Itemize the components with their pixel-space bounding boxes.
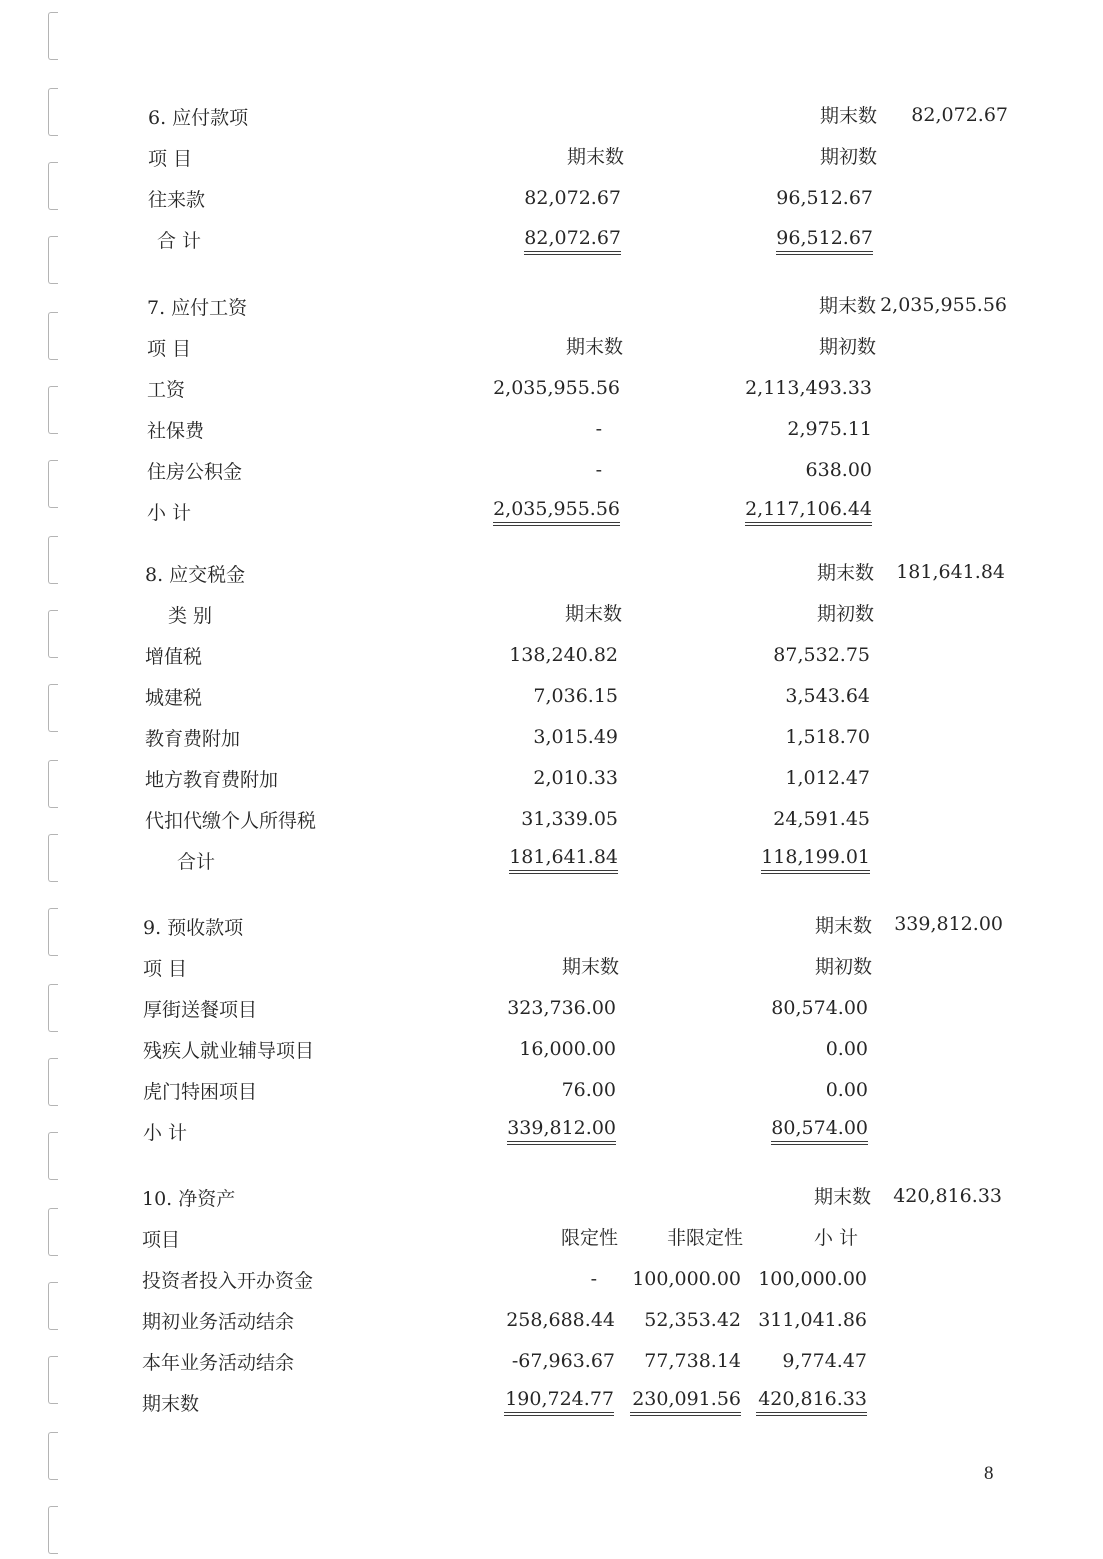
column-header-category: 类 别 <box>168 605 213 627</box>
row-label: 残疾人就业辅导项目 <box>143 1040 315 1062</box>
binding-ring <box>48 1506 58 1554</box>
row-subtotal-value: 9,774.47 <box>782 1350 867 1372</box>
row-unrestricted-value: 52,353.42 <box>644 1309 741 1331</box>
period-value: 82,072.67 <box>911 104 1008 126</box>
column-header-restricted: 限定性 <box>561 1227 619 1249</box>
row-label: 厚街送餐项目 <box>143 999 258 1021</box>
column-header-end: 期末数 <box>567 146 625 168</box>
period-label: 期末数 <box>819 295 877 317</box>
total-subtotal-value: 420,816.33 <box>756 1387 867 1416</box>
page-number: 8 <box>984 1463 994 1484</box>
period-label: 期末数 <box>814 1186 872 1208</box>
row-label: 城建税 <box>145 687 203 709</box>
binding-ring <box>48 162 58 210</box>
binding-ring <box>48 536 58 584</box>
binding-ring <box>48 984 58 1032</box>
row-end-value: - <box>595 418 602 440</box>
row-end-value: 7,036.15 <box>533 685 618 707</box>
binding-ring <box>48 1208 58 1256</box>
row-label: 社保费 <box>147 420 205 442</box>
row-label: 住房公积金 <box>147 461 243 483</box>
row-end-value: 2,010.33 <box>533 767 618 789</box>
binding-strip <box>38 0 68 1559</box>
period-value: 420,816.33 <box>893 1185 1002 1207</box>
binding-ring <box>48 1356 58 1404</box>
row-label: 地方教育费附加 <box>145 769 279 791</box>
row-label: 增值税 <box>145 646 203 668</box>
section-title: 9. 预收款项 <box>143 917 244 939</box>
column-header-end: 期末数 <box>566 336 624 358</box>
row-label: 投资者投入开办资金 <box>142 1270 314 1292</box>
row-subtotal-value: 100,000.00 <box>758 1268 867 1290</box>
row-begin-value: 1,012.47 <box>785 767 870 789</box>
row-begin-value: 24,591.45 <box>773 808 870 830</box>
total-begin-value: 118,199.01 <box>761 845 870 874</box>
total-label: 小 计 <box>143 1122 188 1144</box>
binding-ring <box>48 760 58 808</box>
row-label: 代扣代缴个人所得税 <box>145 810 317 832</box>
period-label: 期末数 <box>817 562 875 584</box>
column-header-begin: 期初数 <box>820 146 878 168</box>
binding-ring <box>48 1132 58 1180</box>
row-label: 教育费附加 <box>145 728 241 750</box>
row-end-value: 3,015.49 <box>533 726 618 748</box>
row-subtotal-value: 311,041.86 <box>758 1309 867 1331</box>
total-label: 合计 <box>177 851 216 873</box>
row-end-value: 31,339.05 <box>521 808 618 830</box>
binding-ring <box>48 386 58 434</box>
total-begin-value: 96,512.67 <box>776 226 873 255</box>
section-title: 6. 应付款项 <box>148 107 249 129</box>
total-begin-value: 2,117,106.44 <box>745 497 872 526</box>
total-label: 合 计 <box>157 230 202 252</box>
total-label: 期末数 <box>142 1393 200 1415</box>
row-begin-value: 0.00 <box>825 1079 868 1101</box>
row-label: 期初业务活动结余 <box>142 1311 295 1333</box>
row-label: 往来款 <box>148 189 206 211</box>
column-header-begin: 期初数 <box>815 956 873 978</box>
row-end-value: 82,072.67 <box>524 187 621 209</box>
column-header-begin: 期初数 <box>817 603 875 625</box>
row-label: 虎门特困项目 <box>143 1081 258 1103</box>
period-value: 2,035,955.56 <box>880 294 1007 316</box>
column-header-end: 期末数 <box>562 956 620 978</box>
row-end-value: 76.00 <box>561 1079 616 1101</box>
row-end-value: 323,736.00 <box>507 997 616 1019</box>
binding-ring <box>48 460 58 508</box>
binding-ring <box>48 1432 58 1480</box>
column-header-item: 项目 <box>142 1229 181 1251</box>
total-end-value: 2,035,955.56 <box>493 497 620 526</box>
row-label: 本年业务活动结余 <box>142 1352 295 1374</box>
row-unrestricted-value: 100,000.00 <box>632 1268 741 1290</box>
total-restricted-value: 190,724.77 <box>504 1387 614 1416</box>
column-header-item: 项 目 <box>143 958 188 980</box>
binding-ring <box>48 908 58 956</box>
period-label: 期末数 <box>820 105 878 127</box>
row-begin-value: 2,975.11 <box>787 418 872 440</box>
column-header-item: 项 目 <box>147 338 192 360</box>
row-restricted-value: 258,688.44 <box>506 1309 615 1331</box>
row-end-value: 16,000.00 <box>519 1038 616 1060</box>
row-end-value: 138,240.82 <box>509 644 618 666</box>
section-title: 8. 应交税金 <box>145 564 246 586</box>
binding-ring <box>48 1058 58 1106</box>
binding-ring <box>48 684 58 732</box>
row-unrestricted-value: 77,738.14 <box>644 1350 741 1372</box>
row-restricted-value: -67,963.67 <box>511 1350 615 1372</box>
binding-ring <box>48 12 58 60</box>
binding-ring <box>48 1282 58 1330</box>
row-end-value: - <box>595 459 602 481</box>
total-end-value: 339,812.00 <box>507 1116 616 1145</box>
row-begin-value: 0.00 <box>825 1038 868 1060</box>
total-unrestricted-value: 230,091.56 <box>630 1387 741 1416</box>
row-begin-value: 2,113,493.33 <box>745 377 872 399</box>
period-label: 期末数 <box>815 915 873 937</box>
column-header-item: 项 目 <box>148 148 193 170</box>
total-end-value: 82,072.67 <box>524 226 621 255</box>
section-title: 10. 净资产 <box>142 1188 236 1210</box>
row-label: 工资 <box>147 379 186 401</box>
binding-ring <box>48 88 58 136</box>
binding-ring <box>48 312 58 360</box>
row-begin-value: 3,543.64 <box>785 685 870 707</box>
section-title: 7. 应付工资 <box>147 297 248 319</box>
binding-ring <box>48 610 58 658</box>
row-begin-value: 80,574.00 <box>771 997 868 1019</box>
period-value: 339,812.00 <box>894 913 1003 935</box>
column-header-end: 期末数 <box>565 603 623 625</box>
row-begin-value: 1,518.70 <box>785 726 870 748</box>
row-end-value: 2,035,955.56 <box>493 377 620 399</box>
column-header-subtotal: 小 计 <box>814 1227 859 1249</box>
total-begin-value: 80,574.00 <box>771 1116 868 1145</box>
binding-ring <box>48 834 58 882</box>
row-begin-value: 638.00 <box>805 459 872 481</box>
row-begin-value: 87,532.75 <box>773 644 870 666</box>
binding-ring <box>48 236 58 284</box>
period-value: 181,641.84 <box>896 561 1005 583</box>
row-begin-value: 96,512.67 <box>776 187 873 209</box>
column-header-unrestricted: 非限定性 <box>667 1227 744 1249</box>
row-restricted-value: - <box>590 1268 597 1290</box>
column-header-begin: 期初数 <box>819 336 877 358</box>
total-label: 小 计 <box>147 502 192 524</box>
total-end-value: 181,641.84 <box>509 845 618 874</box>
